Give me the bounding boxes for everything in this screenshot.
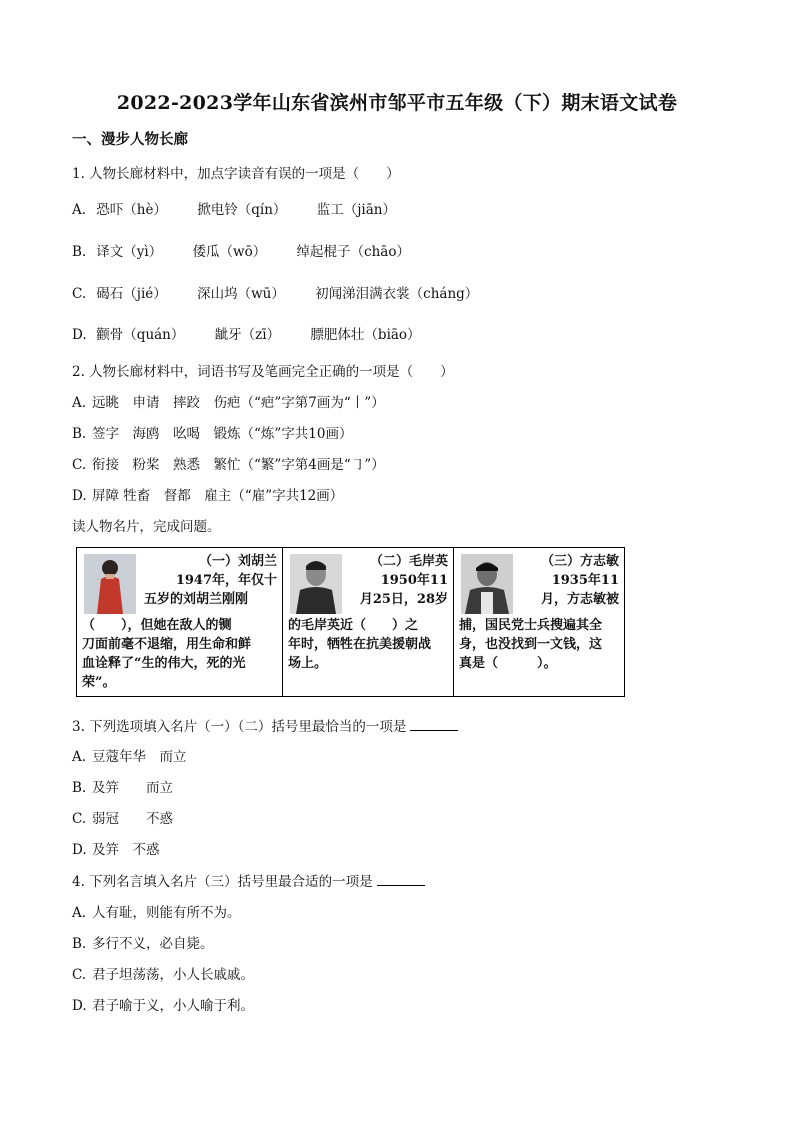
q3-option-d[interactable]	[72, 838, 160, 858]
card-mao-anying	[283, 548, 454, 697]
q1-option-b[interactable]	[72, 240, 436, 260]
q2-option-c[interactable]	[72, 453, 385, 473]
option-key: C.	[72, 967, 87, 983]
q2-option-d[interactable]	[72, 484, 343, 504]
option-word: 绰起棍子（chāo）	[296, 244, 410, 260]
option-word: 初闻涕泪满衣裳（cháng）	[315, 286, 479, 302]
card-line: 血诠释了“生的伟大，死的光	[82, 656, 246, 671]
card-liu-hulan	[77, 548, 283, 697]
card-line: 场上。	[288, 656, 328, 671]
card-heading: （三）方志敏	[540, 554, 619, 569]
q1-option-a[interactable]	[72, 198, 422, 218]
q1-option-d[interactable]	[72, 323, 447, 343]
q3-stem	[72, 715, 458, 735]
option-text: 君子坦荡荡，小人长戚戚。	[92, 967, 254, 983]
option-text: 人有耻，则能有所不为。	[92, 905, 241, 921]
option-text: 君子喻于义，小人喻于利。	[92, 998, 254, 1014]
q4-stem-text: 4. 下列名言填入名片（三）括号里最合适的一项是	[72, 874, 373, 890]
portrait-mao-anying	[290, 554, 342, 614]
section-heading: 一、漫步人物长廊	[72, 131, 188, 148]
card-line: 1950年11	[380, 573, 448, 588]
option-key: C.	[72, 286, 87, 302]
q4-option-a[interactable]	[72, 901, 241, 921]
option-key: C.	[72, 811, 87, 827]
option-key: B.	[72, 936, 87, 952]
card-line: 真是（ ）。	[459, 656, 557, 671]
option-word: 监工（jiān）	[316, 202, 396, 218]
card-line: 身，也没找到一文钱，这	[459, 637, 603, 652]
option-key: B.	[72, 780, 87, 796]
option-key: B.	[72, 244, 87, 260]
option-text: 签字 海鸥 吆喝 锻炼（“炼”字共10画）	[92, 426, 353, 442]
option-word: 恐吓（hè）	[96, 202, 167, 218]
q3-option-b[interactable]	[72, 776, 173, 796]
option-text: 多行不义，必自毙。	[92, 936, 214, 952]
option-key: D.	[72, 327, 87, 343]
card-line: 荣”。	[82, 675, 116, 690]
option-text: 衔接 粉桨 熟悉 繁忙（“繁”字第4画是“㇆”）	[92, 457, 385, 473]
card-intro: 读人物名片，完成问题。	[72, 519, 221, 535]
option-text: 屏障 牲畜 督都 雇主（“雇”字共12画）	[92, 488, 344, 504]
q3-stem-text: 3. 下列选项填入名片（一）（二）括号里最恰当的一项是	[72, 719, 407, 735]
answer-blank[interactable]	[377, 873, 425, 886]
card-heading: （二）毛岸英	[369, 554, 448, 569]
card-line: 月25日，28岁	[359, 592, 448, 607]
card-line: （ ），但她在敌人的铡	[82, 618, 232, 633]
option-word: 译文（yì）	[96, 244, 163, 260]
card-heading: （一）刘胡兰	[198, 554, 277, 569]
option-text: 远眺 申请 摔跤 伤疤（“疤”字第7画为“丨”）	[92, 395, 385, 411]
answer-blank[interactable]	[410, 718, 458, 731]
option-word: 膘肥体壮（biāo）	[310, 327, 421, 343]
q3-option-c[interactable]	[72, 807, 173, 827]
q4-option-b[interactable]	[72, 932, 214, 952]
option-word: 碣石（jié）	[96, 286, 167, 302]
option-key: A.	[72, 905, 87, 921]
q3-option-a[interactable]	[72, 745, 187, 765]
option-key: A.	[72, 395, 87, 411]
card-line: 捕，国民党士兵搜遍其全	[459, 618, 603, 633]
q2-option-a[interactable]	[72, 391, 385, 411]
card-line: 五岁的刘胡兰刚刚	[144, 592, 249, 607]
option-word: 倭瓜（wō）	[192, 244, 267, 260]
q1-stem: 1. 人物长廊材料中，加点字读音有误的一项是（ ）	[72, 166, 400, 182]
card-line: 的毛岸英近（ ）之	[288, 618, 419, 633]
option-key: C.	[72, 457, 87, 473]
q4-option-c[interactable]	[72, 963, 254, 983]
exam-title: 2022-2023学年山东省滨州市邹平市五年级（下）期末语文试卷	[116, 92, 678, 114]
option-text: 及笄 不惑	[92, 842, 160, 858]
option-text: 及笄 而立	[92, 780, 173, 796]
option-word: 深山坞（wū）	[197, 286, 285, 302]
option-key: A.	[72, 749, 87, 765]
q4-option-d[interactable]	[72, 994, 254, 1014]
option-key: D.	[72, 488, 87, 504]
q4-stem	[72, 870, 425, 890]
card-line: 刀面前毫不退缩，用生命和鲜	[82, 637, 252, 652]
option-text: 弱冠 不惑	[92, 811, 173, 827]
option-word: 掀电铃（qín）	[197, 202, 287, 218]
q2-stem: 2. 人物长廊材料中，词语书写及笔画完全正确的一项是（ ）	[72, 364, 454, 380]
card-line: 1935年11	[551, 573, 619, 588]
name-cards-table	[76, 547, 625, 697]
card-line: 年时，牺牲在抗美援朝战	[288, 637, 432, 652]
option-word: 龇牙（zī）	[214, 327, 281, 343]
q1-option-c[interactable]	[72, 282, 504, 302]
option-word: 颧骨（quán）	[96, 327, 185, 343]
card-line: 1947年，年仅十	[175, 573, 277, 588]
option-key: A.	[72, 202, 87, 218]
card-fang-zhimin	[454, 548, 625, 697]
option-key: D.	[72, 998, 87, 1014]
option-text: 豆蔻年华 而立	[92, 749, 187, 765]
card-line: 月，方志敏被	[540, 592, 619, 607]
portrait-fang-zhimin	[461, 554, 513, 614]
option-key: B.	[72, 426, 87, 442]
option-key: D.	[72, 842, 87, 858]
portrait-liu-hulan	[84, 554, 136, 614]
q2-option-b[interactable]	[72, 422, 352, 442]
